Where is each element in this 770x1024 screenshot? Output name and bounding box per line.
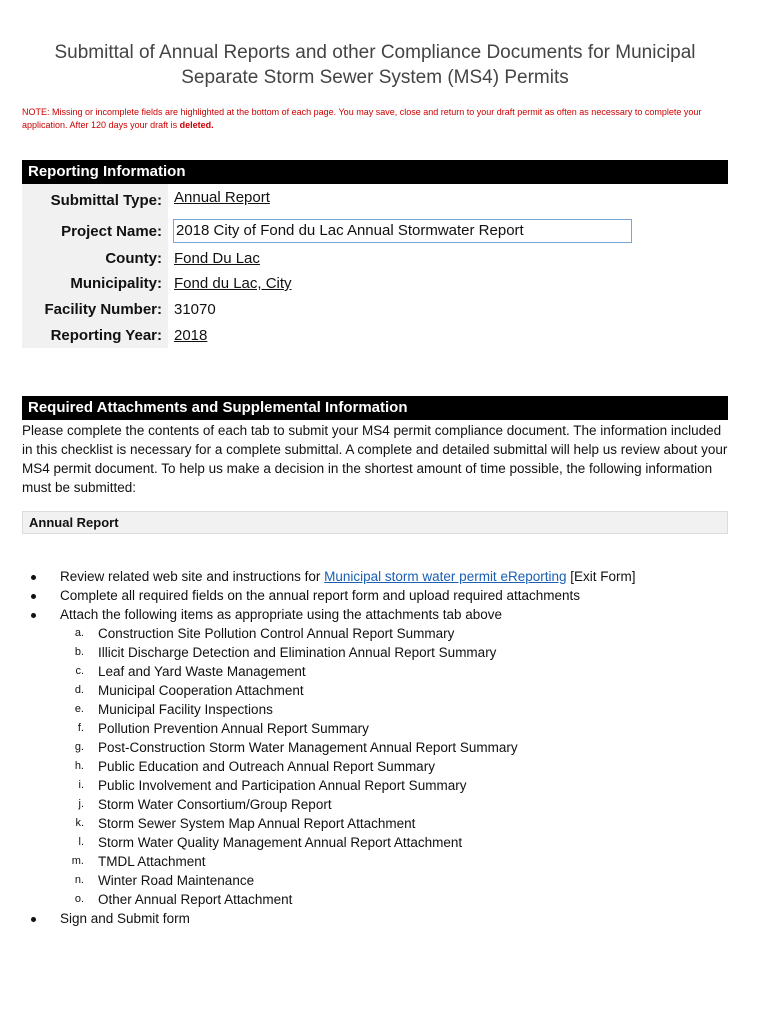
sub-list-text: Leaf and Yard Waste Management	[98, 664, 306, 679]
sub-list-text: Storm Water Consortium/Group Report	[98, 797, 332, 812]
bullet-icon	[31, 594, 36, 599]
sub-list-marker: i.	[78, 779, 84, 791]
sub-list-text: Public Involvement and Participation Annual Report Summary	[98, 778, 467, 793]
sub-list-marker: f.	[77, 722, 84, 734]
sub-list-text: Public Education and Outreach Annual Report Summary	[98, 759, 435, 774]
sub-list-text: Post-Construction Storm Water Management Annual Report Summary	[98, 740, 518, 755]
list-item	[22, 567, 728, 586]
checklist	[22, 567, 728, 928]
list-item	[22, 909, 728, 928]
ereporting-link[interactable]: Municipal storm water permit eReporting	[324, 569, 567, 584]
bullet1-prefix: Review related web site and instructions for	[60, 569, 325, 584]
sub-list-marker: e.	[74, 703, 84, 715]
municipality-label: Municipality:	[70, 275, 162, 292]
sub-list-marker: j.	[78, 798, 84, 810]
submittal-type-row	[22, 189, 722, 213]
sub-list-marker: h.	[74, 760, 84, 772]
sub-list-marker: m.	[71, 855, 84, 867]
sub-list-marker: k.	[75, 817, 84, 829]
list-item-text: Sign and Submit form	[60, 911, 190, 926]
sub-list-item	[22, 871, 728, 890]
sub-list-text: Illicit Discharge Detection and Elimination Annual Report Summary	[98, 645, 497, 660]
sub-list-marker: d.	[74, 684, 84, 696]
attachments-intro: Please complete the contents of each tab to submit your MS4 permit compliance document. The information included in this checklist is necessary for a complete submittal. A complete and detailed submittal will help us review about your MS4 permit document. To help us make a decision in the shortest amount of time possible, the following information must be submitted:	[22, 423, 728, 495]
sub-list-item	[22, 624, 728, 643]
reporting-year-row	[22, 324, 722, 348]
sub-list-item	[22, 852, 728, 871]
sub-list-marker: l.	[78, 836, 84, 848]
municipality-row	[22, 272, 722, 296]
list-item	[22, 605, 728, 624]
county-label: County:	[105, 250, 162, 267]
list-item-text: Attach the following items as appropriate using the attachments tab above	[60, 607, 503, 622]
sub-list-text: TMDL Attachment	[98, 854, 206, 869]
bullet-icon	[31, 917, 36, 922]
sub-list-text: Winter Road Maintenance	[98, 873, 255, 888]
submittal-type-value[interactable]: Annual Report	[174, 189, 270, 206]
project-name-input[interactable]: 2018 City of Fond du Lac Annual Stormwater Report	[173, 219, 632, 243]
sub-list-item	[22, 700, 728, 719]
sub-list-item	[22, 643, 728, 662]
bullet-icon	[31, 613, 36, 618]
list-item	[22, 586, 728, 605]
list-item-text: Complete all required fields on the annual report form and upload required attachments	[60, 588, 581, 603]
sub-list-item	[22, 681, 728, 700]
sub-list-marker: n.	[74, 874, 84, 886]
sub-list-text: Construction Site Pollution Control Annual Report Summary	[98, 626, 455, 641]
sub-list-text: Storm Water Quality Management Annual Report Attachment	[98, 835, 463, 850]
sub-list-item	[22, 795, 728, 814]
draft-note-emphasis: deleted.	[179, 120, 214, 130]
sub-list-text: Pollution Prevention Annual Report Summary	[98, 721, 369, 736]
sub-list-item	[22, 814, 728, 833]
sub-list-text: Municipal Cooperation Attachment	[98, 683, 304, 698]
sub-list-text: Storm Sewer System Map Annual Report Attachment	[98, 816, 416, 831]
reporting-section-header: Reporting Information	[22, 160, 728, 184]
sub-list-marker: a.	[74, 627, 84, 639]
sub-list-item	[22, 757, 728, 776]
reporting-year-value[interactable]: 2018	[174, 327, 208, 344]
exit-form-link[interactable]: [Exit Form]	[566, 569, 636, 584]
sub-list-item	[22, 719, 728, 738]
municipality-value[interactable]: Fond du Lac, City	[174, 275, 292, 292]
page-title: Submittal of Annual Reports and other Compliance Documents for Municipal Separate Storm Sewer System (MS4) Permits	[54, 42, 696, 88]
reporting-year-label: Reporting Year:	[50, 327, 162, 344]
sub-list-marker: b.	[74, 646, 84, 658]
sub-list-text: Municipal Facility Inspections	[98, 702, 273, 717]
annual-report-subheader: Annual Report	[22, 511, 728, 534]
sub-list-marker: g.	[74, 741, 84, 753]
draft-note	[22, 106, 737, 132]
facility-number-row	[22, 298, 722, 322]
facility-number-label: Facility Number:	[44, 301, 162, 318]
sub-list-marker: c.	[75, 665, 84, 677]
submittal-type-label: Submittal Type:	[50, 192, 162, 209]
county-value[interactable]: Fond Du Lac	[174, 250, 260, 267]
bullet-icon	[31, 575, 36, 580]
sub-list-text: Other Annual Report Attachment	[98, 892, 293, 907]
sub-list-item	[22, 833, 728, 852]
facility-number-value: 31070	[174, 301, 216, 318]
county-row	[22, 247, 722, 271]
sub-list-item	[22, 776, 728, 795]
attachments-section-header: Required Attachments and Supplemental Information	[22, 396, 728, 420]
sub-list-item	[22, 662, 728, 681]
list-item-text	[60, 567, 636, 586]
sub-list-item	[22, 890, 728, 909]
project-name-label: Project Name:	[61, 223, 162, 240]
sub-list-marker: o.	[74, 893, 84, 905]
sub-list-item	[22, 738, 728, 757]
draft-note-text: NOTE: Missing or incomplete fields are highlighted at the bottom of each page. You may save, close and return to your draft permit as often as necessary to complete your application. After 120 days your draft is	[22, 107, 702, 130]
